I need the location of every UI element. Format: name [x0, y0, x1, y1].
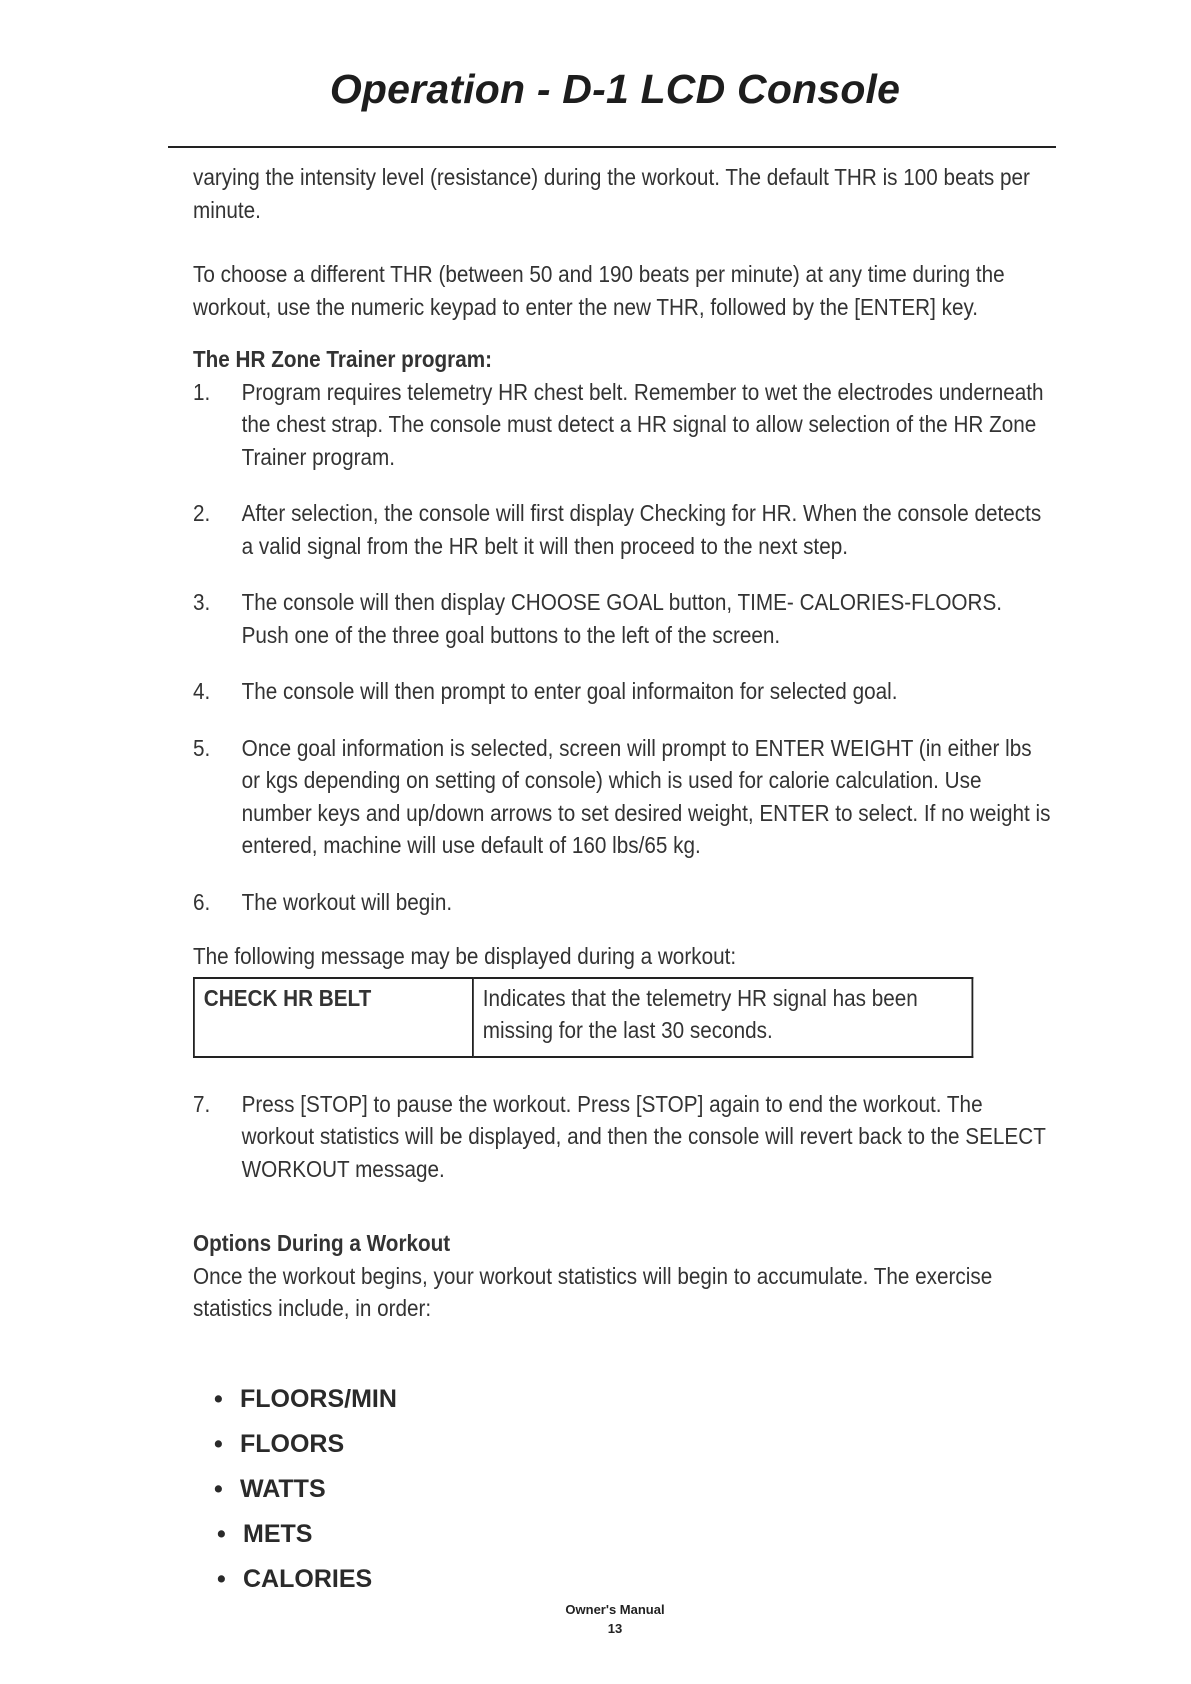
message-description: Indicates that the telemetry HR signal has been missing for the last 30 seconds. [473, 978, 972, 1057]
list-item [214, 1377, 397, 1422]
statistic-label: FLOORS/MIN [240, 1385, 397, 1413]
bullet-icon: • [214, 1475, 223, 1503]
statistic-label: METS [243, 1520, 313, 1548]
step-item [193, 675, 1053, 708]
step-number: 6. [193, 888, 211, 915]
step-item [193, 497, 1053, 562]
step-number: 4. [193, 678, 211, 704]
statistics-list [214, 1377, 397, 1602]
step-item [193, 886, 1053, 919]
list-item [214, 1512, 397, 1557]
page-title: Operation - D-1 LCD Console [329, 66, 901, 112]
intro-paragraph: varying the intensity level (resistance) during the workout. The default THR is 100 beats per minute. [193, 164, 1030, 223]
list-item [214, 1467, 397, 1512]
step-item [193, 376, 1053, 474]
step-text: Once goal information is selected, screen will prompt to ENTER WEIGHT (in either lbs or kgs depending on setting of console) which is used for calorie calculation. Use number keys and up/down arrows to set desired weight, ENTER to select. If no weight is entered, machine will use default of 160 lbs/65 kg. [241, 734, 1051, 858]
step-text: The console will then display CHOOSE GOAL button, TIME- CALORIES-FLOORS. Push one of the three goal buttons to the left of the screen. [241, 589, 1003, 648]
bullet-icon: • [214, 1385, 223, 1413]
statistic-label: WATTS [240, 1475, 326, 1503]
step-number: 2. [193, 500, 211, 526]
hr-zone-steps [193, 376, 1053, 919]
footer-manual-label: Owner's Manual [565, 1602, 665, 1617]
statistic-label: FLOORS [240, 1430, 345, 1458]
step-number: 3. [193, 589, 211, 615]
hr-zone-heading: The HR Zone Trainer program: [193, 346, 493, 372]
step-text: The workout will begin. [241, 888, 453, 915]
list-item [214, 1557, 397, 1602]
options-heading: Options During a Workout [193, 1230, 451, 1256]
page-number: 13 [607, 1621, 623, 1636]
list-item [214, 1422, 397, 1467]
statistic-label: CALORIES [243, 1565, 373, 1593]
bullet-icon: • [214, 1430, 223, 1458]
main-content [193, 161, 1053, 1325]
step-seven-list [193, 1088, 1053, 1186]
step-text: The console will then prompt to enter goal informaiton for selected goal. [241, 678, 898, 704]
step-text: After selection, the console will first display Checking for HR. When the console detects a valid signal from the HR belt it will then proceed to the next step. [241, 500, 1042, 559]
step-item [193, 1088, 1053, 1186]
step-text: Press [STOP] to pause the workout. Press [STOP] again to end the workout. The workout statistics will be displayed, and then the console will revert back to the SELECT WORKOUT message. [241, 1090, 1046, 1182]
step-text: Program requires telemetry HR chest belt. Remember to wet the electrodes underneath the chest strap. The console must detect a HR signal to allow selection of the HR Zone Trainer program. [241, 378, 1044, 470]
step-number: 7. [193, 1090, 211, 1117]
bullet-icon: • [217, 1565, 226, 1593]
table-row [194, 978, 973, 1057]
step-item [193, 732, 1053, 862]
choose-thr-paragraph: To choose a different THR (between 50 and 190 beats per minute) at any time during the workout, use the numeric keypad to enter the new THR, followed by the [ENTER] key. [193, 261, 1005, 320]
message-code: CHECK HR BELT [194, 978, 473, 1057]
step-number: 5. [193, 734, 211, 761]
options-paragraph: Once the workout begins, your workout statistics will begin to accumulate. The exercise statistics include, in order: [193, 1262, 993, 1321]
title-divider [168, 146, 1056, 148]
bullet-icon: • [217, 1520, 226, 1548]
message-table [193, 977, 973, 1058]
step-item [193, 586, 1053, 651]
message-intro: The following message may be displayed during a workout: [193, 943, 737, 969]
step-number: 1. [193, 378, 211, 405]
